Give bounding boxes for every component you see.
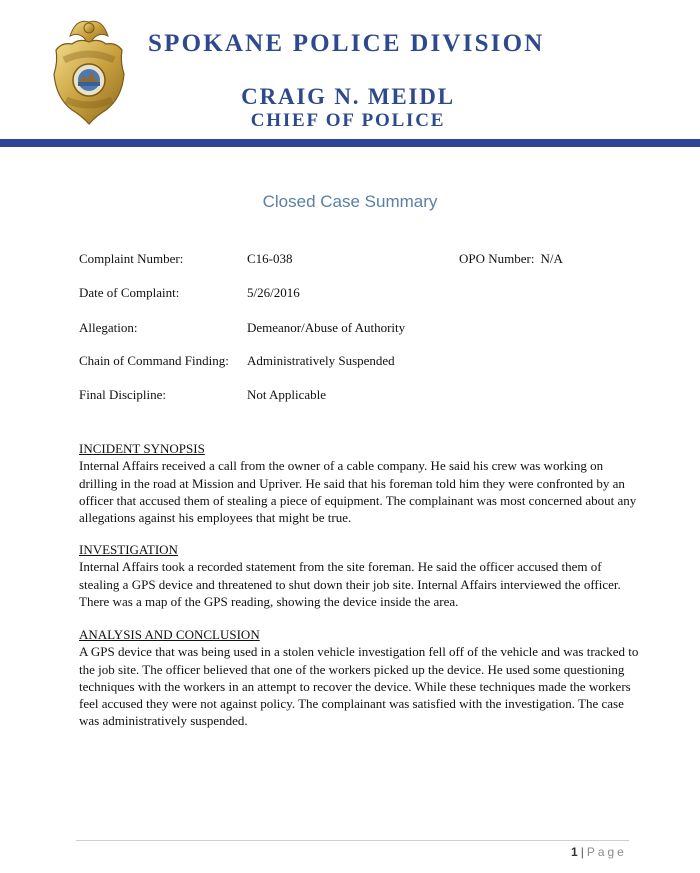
page-number [571,845,627,859]
section-investigation [79,541,639,610]
field-value: C16-038 [247,251,293,266]
page-word: Page [586,845,627,859]
section-body: Internal Affairs received a call from the owner of a cable company. He said his crew was working on drilling in the road at Mission and Upriver. He said that his foreman told him they were confronted by an officer that accused them of stealing a piece of equipment. The complainant was most concerned about any allegations against his employees that might be true. [79,458,637,526]
field-label: Chain of Command Finding: [79,353,229,368]
field-label: Allegation: [79,320,138,335]
field-value: Administratively Suspended [247,353,395,368]
header-divider [0,139,700,147]
field-value: Demeanor/Abuse of Authority [247,320,406,335]
chief-name-text: CRAIG N. MEIDL [241,84,455,109]
section-body: A GPS device that was being used in a stolen vehicle investigation fell off of the vehicle and was tracked to the job site. The officer believed that one of the workers picked up the device. He used some questioning techniques with the workers in an attempt to recover the device. While these techniques made the workers feel accused they were not against policy. The complainant was satisfied with the investigation. The case was administratively suspended. [79,644,639,729]
section-heading: INVESTIGATION [79,542,178,557]
field-value: 5/26/2016 [247,285,300,300]
section-heading: ANALYSIS AND CONCLUSION [79,627,260,642]
section-incident-synopsis [79,440,639,526]
section-heading: INCIDENT SYNOPSIS [79,441,205,456]
chief-name [0,84,700,110]
page-number-value: 1 [571,845,578,859]
footer-divider [76,840,629,841]
field-label: Date of Complaint: [79,285,180,300]
field-opo-number [459,251,563,267]
agency-name: SPOKANE POLICE DIVISION [148,30,545,57]
field-value: Not Applicable [247,387,327,402]
field-label: OPO Number: [459,251,535,266]
field-value: N/A [540,251,563,266]
field-label: Final Discipline: [79,387,167,402]
section-body: Internal Affairs took a recorded statement from the site foreman. He said the officer accused them of stealing a GPS device and threatened to shut down their job site. Internal Affairs interviewed the officer. There was a map of the GPS reading, showing the device inside the area. [79,559,621,609]
chief-title [0,110,700,132]
page-separator: | [580,845,584,859]
section-analysis-and-conclusion [79,626,639,730]
document-title: Closed Case Summary [262,192,438,211]
chief-title-text: CHIEF OF POLICE [250,110,446,131]
field-label: Complaint Number: [79,251,184,266]
